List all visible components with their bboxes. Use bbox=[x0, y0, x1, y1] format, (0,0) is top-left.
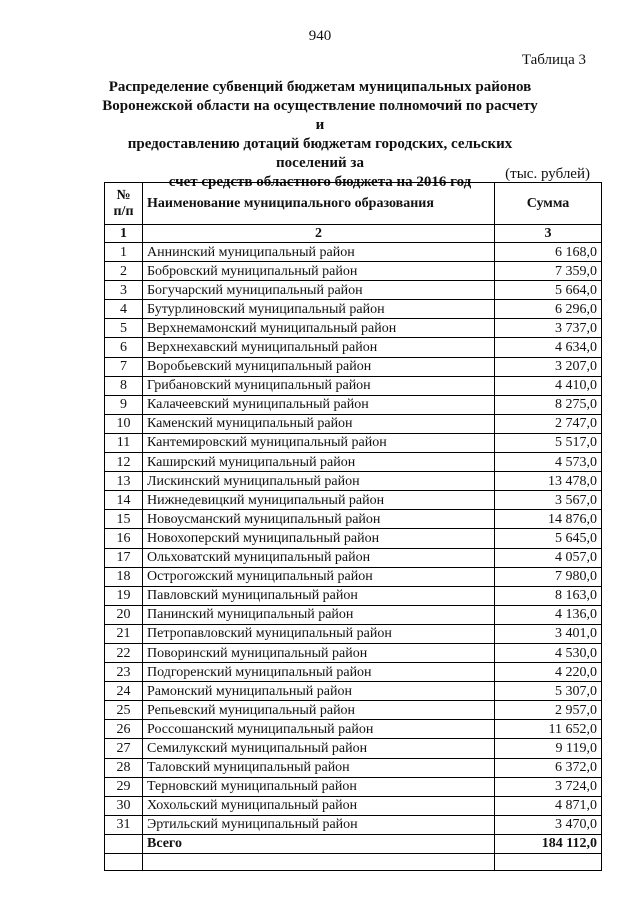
table-row bbox=[105, 605, 602, 624]
document-title bbox=[100, 78, 540, 192]
row-number: 18 bbox=[105, 567, 143, 586]
row-number: 17 bbox=[105, 548, 143, 567]
table-row bbox=[105, 300, 602, 319]
municipality-name: Каширский муниципальный район bbox=[143, 453, 495, 472]
table-row bbox=[105, 472, 602, 491]
title-line: Воронежской области на осуществление полномочий по расчету и bbox=[102, 98, 538, 133]
header-sum: Сумма bbox=[495, 183, 602, 225]
municipality-name: Нижнедевицкий муниципальный район bbox=[143, 491, 495, 510]
empty-cell bbox=[105, 854, 143, 871]
table-row bbox=[105, 663, 602, 682]
amount: 3 567,0 bbox=[495, 491, 602, 510]
table-row bbox=[105, 414, 602, 433]
table-row bbox=[105, 510, 602, 529]
row-number: 2 bbox=[105, 262, 143, 281]
table-row bbox=[105, 529, 602, 548]
municipality-name: Воробьевский муниципальный район bbox=[143, 357, 495, 376]
table-row bbox=[105, 777, 602, 796]
amount: 6 296,0 bbox=[495, 300, 602, 319]
row-number: 6 bbox=[105, 338, 143, 357]
municipality-name: Богучарский муниципальный район bbox=[143, 281, 495, 300]
row-number: 10 bbox=[105, 414, 143, 433]
table-row bbox=[105, 491, 602, 510]
amount: 2 957,0 bbox=[495, 701, 602, 720]
amount: 4 410,0 bbox=[495, 376, 602, 395]
row-number: 22 bbox=[105, 643, 143, 662]
amount: 4 057,0 bbox=[495, 548, 602, 567]
municipality-name: Рамонский муниципальный район bbox=[143, 682, 495, 701]
table-row bbox=[105, 567, 602, 586]
municipality-name: Лискинский муниципальный район bbox=[143, 472, 495, 491]
table-row bbox=[105, 586, 602, 605]
table-row bbox=[105, 395, 602, 414]
empty-cell bbox=[143, 854, 495, 871]
column-index: 3 bbox=[495, 225, 602, 243]
row-number: 14 bbox=[105, 491, 143, 510]
row-number: 16 bbox=[105, 529, 143, 548]
title-line: предоставлению дотаций бюджетам городских, сельских поселений за bbox=[127, 136, 513, 171]
amount: 5 517,0 bbox=[495, 433, 602, 452]
municipality-name: Хохольский муниципальный район bbox=[143, 796, 495, 815]
row-number: 1 bbox=[105, 243, 143, 262]
amount: 4 530,0 bbox=[495, 643, 602, 662]
table-row bbox=[105, 720, 602, 739]
row-number: 9 bbox=[105, 395, 143, 414]
page-number: 940 bbox=[308, 28, 332, 44]
column-index: 1 bbox=[105, 225, 143, 243]
municipality-name: Семилукский муниципальный район bbox=[143, 739, 495, 758]
table-row bbox=[105, 548, 602, 567]
municipality-name: Таловский муниципальный район bbox=[143, 758, 495, 777]
municipality-name: Острогожский муниципальный район bbox=[143, 567, 495, 586]
amount: 4 871,0 bbox=[495, 796, 602, 815]
amount: 9 119,0 bbox=[495, 739, 602, 758]
amount: 6 372,0 bbox=[495, 758, 602, 777]
row-number: 5 bbox=[105, 319, 143, 338]
municipality-name: Терновский муниципальный район bbox=[143, 777, 495, 796]
amount: 11 652,0 bbox=[495, 720, 602, 739]
row-number: 23 bbox=[105, 663, 143, 682]
row-number: 3 bbox=[105, 281, 143, 300]
municipality-name: Россошанский муниципальный район bbox=[143, 720, 495, 739]
table-row bbox=[105, 376, 602, 395]
municipality-name: Новохоперский муниципальный район bbox=[143, 529, 495, 548]
table-row bbox=[105, 643, 602, 662]
table-row bbox=[105, 682, 602, 701]
municipality-name: Бутурлиновский муниципальный район bbox=[143, 300, 495, 319]
table-label: Таблица 3 bbox=[521, 52, 586, 68]
amount: 8 163,0 bbox=[495, 586, 602, 605]
municipality-name: Новоусманский муниципальный район bbox=[143, 510, 495, 529]
row-number: 28 bbox=[105, 758, 143, 777]
row-number: 15 bbox=[105, 510, 143, 529]
amount: 5 645,0 bbox=[495, 529, 602, 548]
municipality-name: Репьевский муниципальный район bbox=[143, 701, 495, 720]
municipality-name: Петропавловский муниципальный район bbox=[143, 624, 495, 643]
empty-row bbox=[105, 854, 602, 871]
municipality-name: Ольховатский муниципальный район bbox=[143, 548, 495, 567]
municipality-name: Верхнехавский муниципальный район bbox=[143, 338, 495, 357]
amount: 13 478,0 bbox=[495, 472, 602, 491]
table-row bbox=[105, 739, 602, 758]
amount: 2 747,0 bbox=[495, 414, 602, 433]
row-number: 24 bbox=[105, 682, 143, 701]
amount: 14 876,0 bbox=[495, 510, 602, 529]
table-row bbox=[105, 796, 602, 815]
row-number: 27 bbox=[105, 739, 143, 758]
amount: 4 573,0 bbox=[495, 453, 602, 472]
row-number: 31 bbox=[105, 815, 143, 834]
municipality-name: Бобровский муниципальный район bbox=[143, 262, 495, 281]
amount: 5 664,0 bbox=[495, 281, 602, 300]
amount: 4 220,0 bbox=[495, 663, 602, 682]
header-number-abbrev: п/п bbox=[113, 203, 134, 219]
amount: 3 737,0 bbox=[495, 319, 602, 338]
municipality-name: Каменский муниципальный район bbox=[143, 414, 495, 433]
amount: 3 470,0 bbox=[495, 815, 602, 834]
row-number: 29 bbox=[105, 777, 143, 796]
municipality-name: Аннинский муниципальный район bbox=[143, 243, 495, 262]
table-row bbox=[105, 453, 602, 472]
total-row bbox=[105, 834, 602, 853]
table-row bbox=[105, 815, 602, 834]
total-label: Всего bbox=[143, 834, 495, 853]
header-name: Наименование муниципального образования bbox=[143, 183, 495, 225]
row-number: 30 bbox=[105, 796, 143, 815]
units-label: (тыс. рублей) bbox=[505, 166, 590, 182]
row-number: 19 bbox=[105, 586, 143, 605]
municipality-name: Павловский муниципальный район bbox=[143, 586, 495, 605]
row-number: 26 bbox=[105, 720, 143, 739]
row-number: 11 bbox=[105, 433, 143, 452]
table-row bbox=[105, 338, 602, 357]
amount: 3 207,0 bbox=[495, 357, 602, 376]
amount: 8 275,0 bbox=[495, 395, 602, 414]
column-index: 2 bbox=[143, 225, 495, 243]
amount: 7 980,0 bbox=[495, 567, 602, 586]
amount: 3 724,0 bbox=[495, 777, 602, 796]
row-number: 4 bbox=[105, 300, 143, 319]
municipality-name: Кантемировский муниципальный район bbox=[143, 433, 495, 452]
amount: 4 136,0 bbox=[495, 605, 602, 624]
table-row bbox=[105, 357, 602, 376]
table-row bbox=[105, 243, 602, 262]
row-number: 7 bbox=[105, 357, 143, 376]
municipality-name: Калачеевский муниципальный район bbox=[143, 395, 495, 414]
municipality-name: Грибановский муниципальный район bbox=[143, 376, 495, 395]
total-number-cell bbox=[105, 834, 143, 853]
amount: 6 168,0 bbox=[495, 243, 602, 262]
municipality-name: Панинский муниципальный район bbox=[143, 605, 495, 624]
row-number: 8 bbox=[105, 376, 143, 395]
amount: 7 359,0 bbox=[495, 262, 602, 281]
table-row bbox=[105, 433, 602, 452]
row-number: 12 bbox=[105, 453, 143, 472]
header-number bbox=[105, 183, 143, 225]
row-number: 25 bbox=[105, 701, 143, 720]
amount: 4 634,0 bbox=[495, 338, 602, 357]
row-number: 13 bbox=[105, 472, 143, 491]
empty-cell bbox=[495, 854, 602, 871]
table-row bbox=[105, 262, 602, 281]
table-row bbox=[105, 319, 602, 338]
amount: 5 307,0 bbox=[495, 682, 602, 701]
municipality-name: Эртильский муниципальный район bbox=[143, 815, 495, 834]
column-index-row bbox=[105, 225, 602, 243]
municipality-name: Верхнемамонский муниципальный район bbox=[143, 319, 495, 338]
table-row bbox=[105, 281, 602, 300]
table-header-row bbox=[105, 183, 602, 225]
municipality-name: Поворинский муниципальный район bbox=[143, 643, 495, 662]
subvention-table bbox=[104, 182, 602, 871]
row-number: 21 bbox=[105, 624, 143, 643]
table-row bbox=[105, 758, 602, 777]
title-line: счет средств областного бюджета на 2016 год bbox=[168, 174, 472, 190]
total-amount: 184 112,0 bbox=[495, 834, 602, 853]
table-body bbox=[105, 243, 602, 871]
table-row bbox=[105, 701, 602, 720]
municipality-name: Подгоренский муниципальный район bbox=[143, 663, 495, 682]
title-line: Распределение субвенций бюджетам муниципальных районов bbox=[108, 79, 532, 95]
table-row bbox=[105, 624, 602, 643]
amount: 3 401,0 bbox=[495, 624, 602, 643]
row-number: 20 bbox=[105, 605, 143, 624]
header-number-symbol: № bbox=[116, 187, 131, 203]
